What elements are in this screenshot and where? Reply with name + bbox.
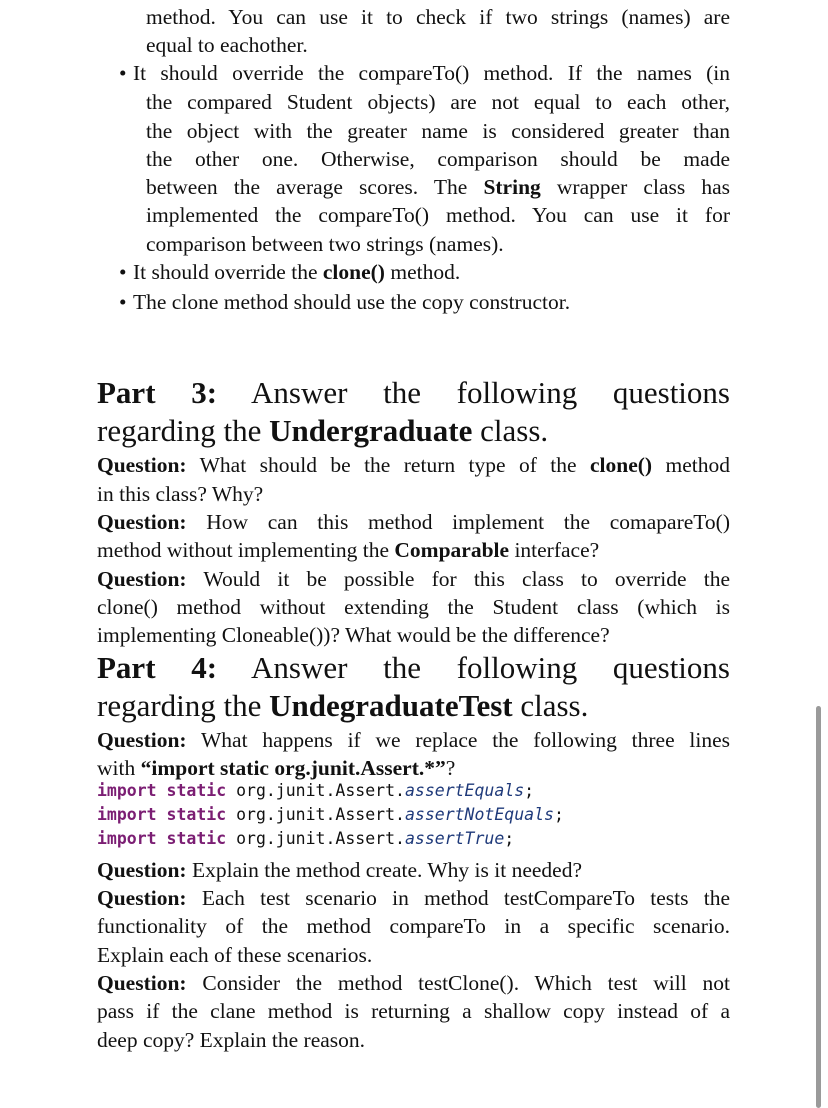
part4-question4-line2: pass if the clane method is returning a shallow copy instead of a (97, 999, 730, 1023)
bullet-marker: • (119, 290, 127, 314)
code-line: import static org.junit.Assert.assertTrue; (97, 829, 515, 848)
part4-question1-line2: with “import static org.junit.Assert.*”? (97, 756, 456, 780)
bullet2-line7: comparison between two strings (names). (146, 232, 504, 256)
part4-heading-line2: regarding the UndegraduateTest class. (97, 688, 589, 723)
part3-heading-line1: Part 3: Answer the following questions (97, 375, 730, 410)
bullet2-line5: between the average scores. The String wrapper class has (146, 175, 730, 199)
bullet3-line: It should override the clone() method. (133, 260, 461, 284)
part3-question3-line3: implementing Cloneable())? What would be the difference? (97, 623, 610, 647)
part4-question3-line2: functionality of the method compareTo in a specific scenario. (97, 914, 730, 938)
part4-question2-line1: Question: Explain the method create. Why is it needed? (97, 858, 583, 882)
code-line: import static org.junit.Assert.assertNotEquals; (97, 805, 564, 824)
bullet2-line4: the other one. Otherwise, comparison should be made (146, 147, 730, 171)
part3-question3-line2: clone() method without extending the Student class (which is (97, 595, 730, 619)
code-line: import static org.junit.Assert.assertEquals; (97, 781, 535, 800)
part4-question1-line1: Question: What happens if we replace the following three lines (97, 728, 730, 752)
part4-heading-line1: Part 4: Answer the following questions (97, 650, 730, 685)
bullet2-line6: implemented the compareTo() method. You can use it for (146, 203, 730, 227)
part3-heading-line2: regarding the Undergraduate class. (97, 413, 549, 448)
vertical-scrollbar[interactable] (816, 706, 821, 1108)
part3-question3-line1: Question: Would it be possible for this class to override the (97, 567, 730, 591)
part3-question2-line1: Question: How can this method implement the comapareTo() (97, 510, 730, 534)
bullet1-continuation-line2: equal to eachother. (146, 33, 308, 57)
bullet-marker: • (119, 260, 127, 284)
bullet2-line2: the compared Student objects) are not equal to each other, (146, 90, 730, 114)
part4-question4-line3: deep copy? Explain the reason. (97, 1028, 366, 1052)
string-bold: String (483, 175, 541, 199)
bullet1-continuation-line1: method. You can use it to check if two strings (names) are (146, 5, 730, 29)
part4-question4-line1: Question: Consider the method testClone(). Which test will not (97, 971, 730, 995)
bullet4-line: The clone method should use the copy constructor. (133, 290, 571, 314)
part4-question3-line3: Explain each of these scenarios. (97, 943, 373, 967)
bullet2-line1: It should override the compareTo() method. If the names (in (133, 61, 730, 85)
bullet2-line3: the object with the greater name is considered greater than (146, 119, 730, 143)
part3-question1-line1: Question: What should be the return type of the clone() method (97, 453, 730, 477)
part3-question2-line2: method without implementing the Comparable interface? (97, 538, 600, 562)
part4-question3-line1: Question: Each test scenario in method testCompareTo tests the (97, 886, 730, 910)
bullet-marker: • (119, 61, 127, 85)
part3-question1-line2: in this class? Why? (97, 482, 264, 506)
